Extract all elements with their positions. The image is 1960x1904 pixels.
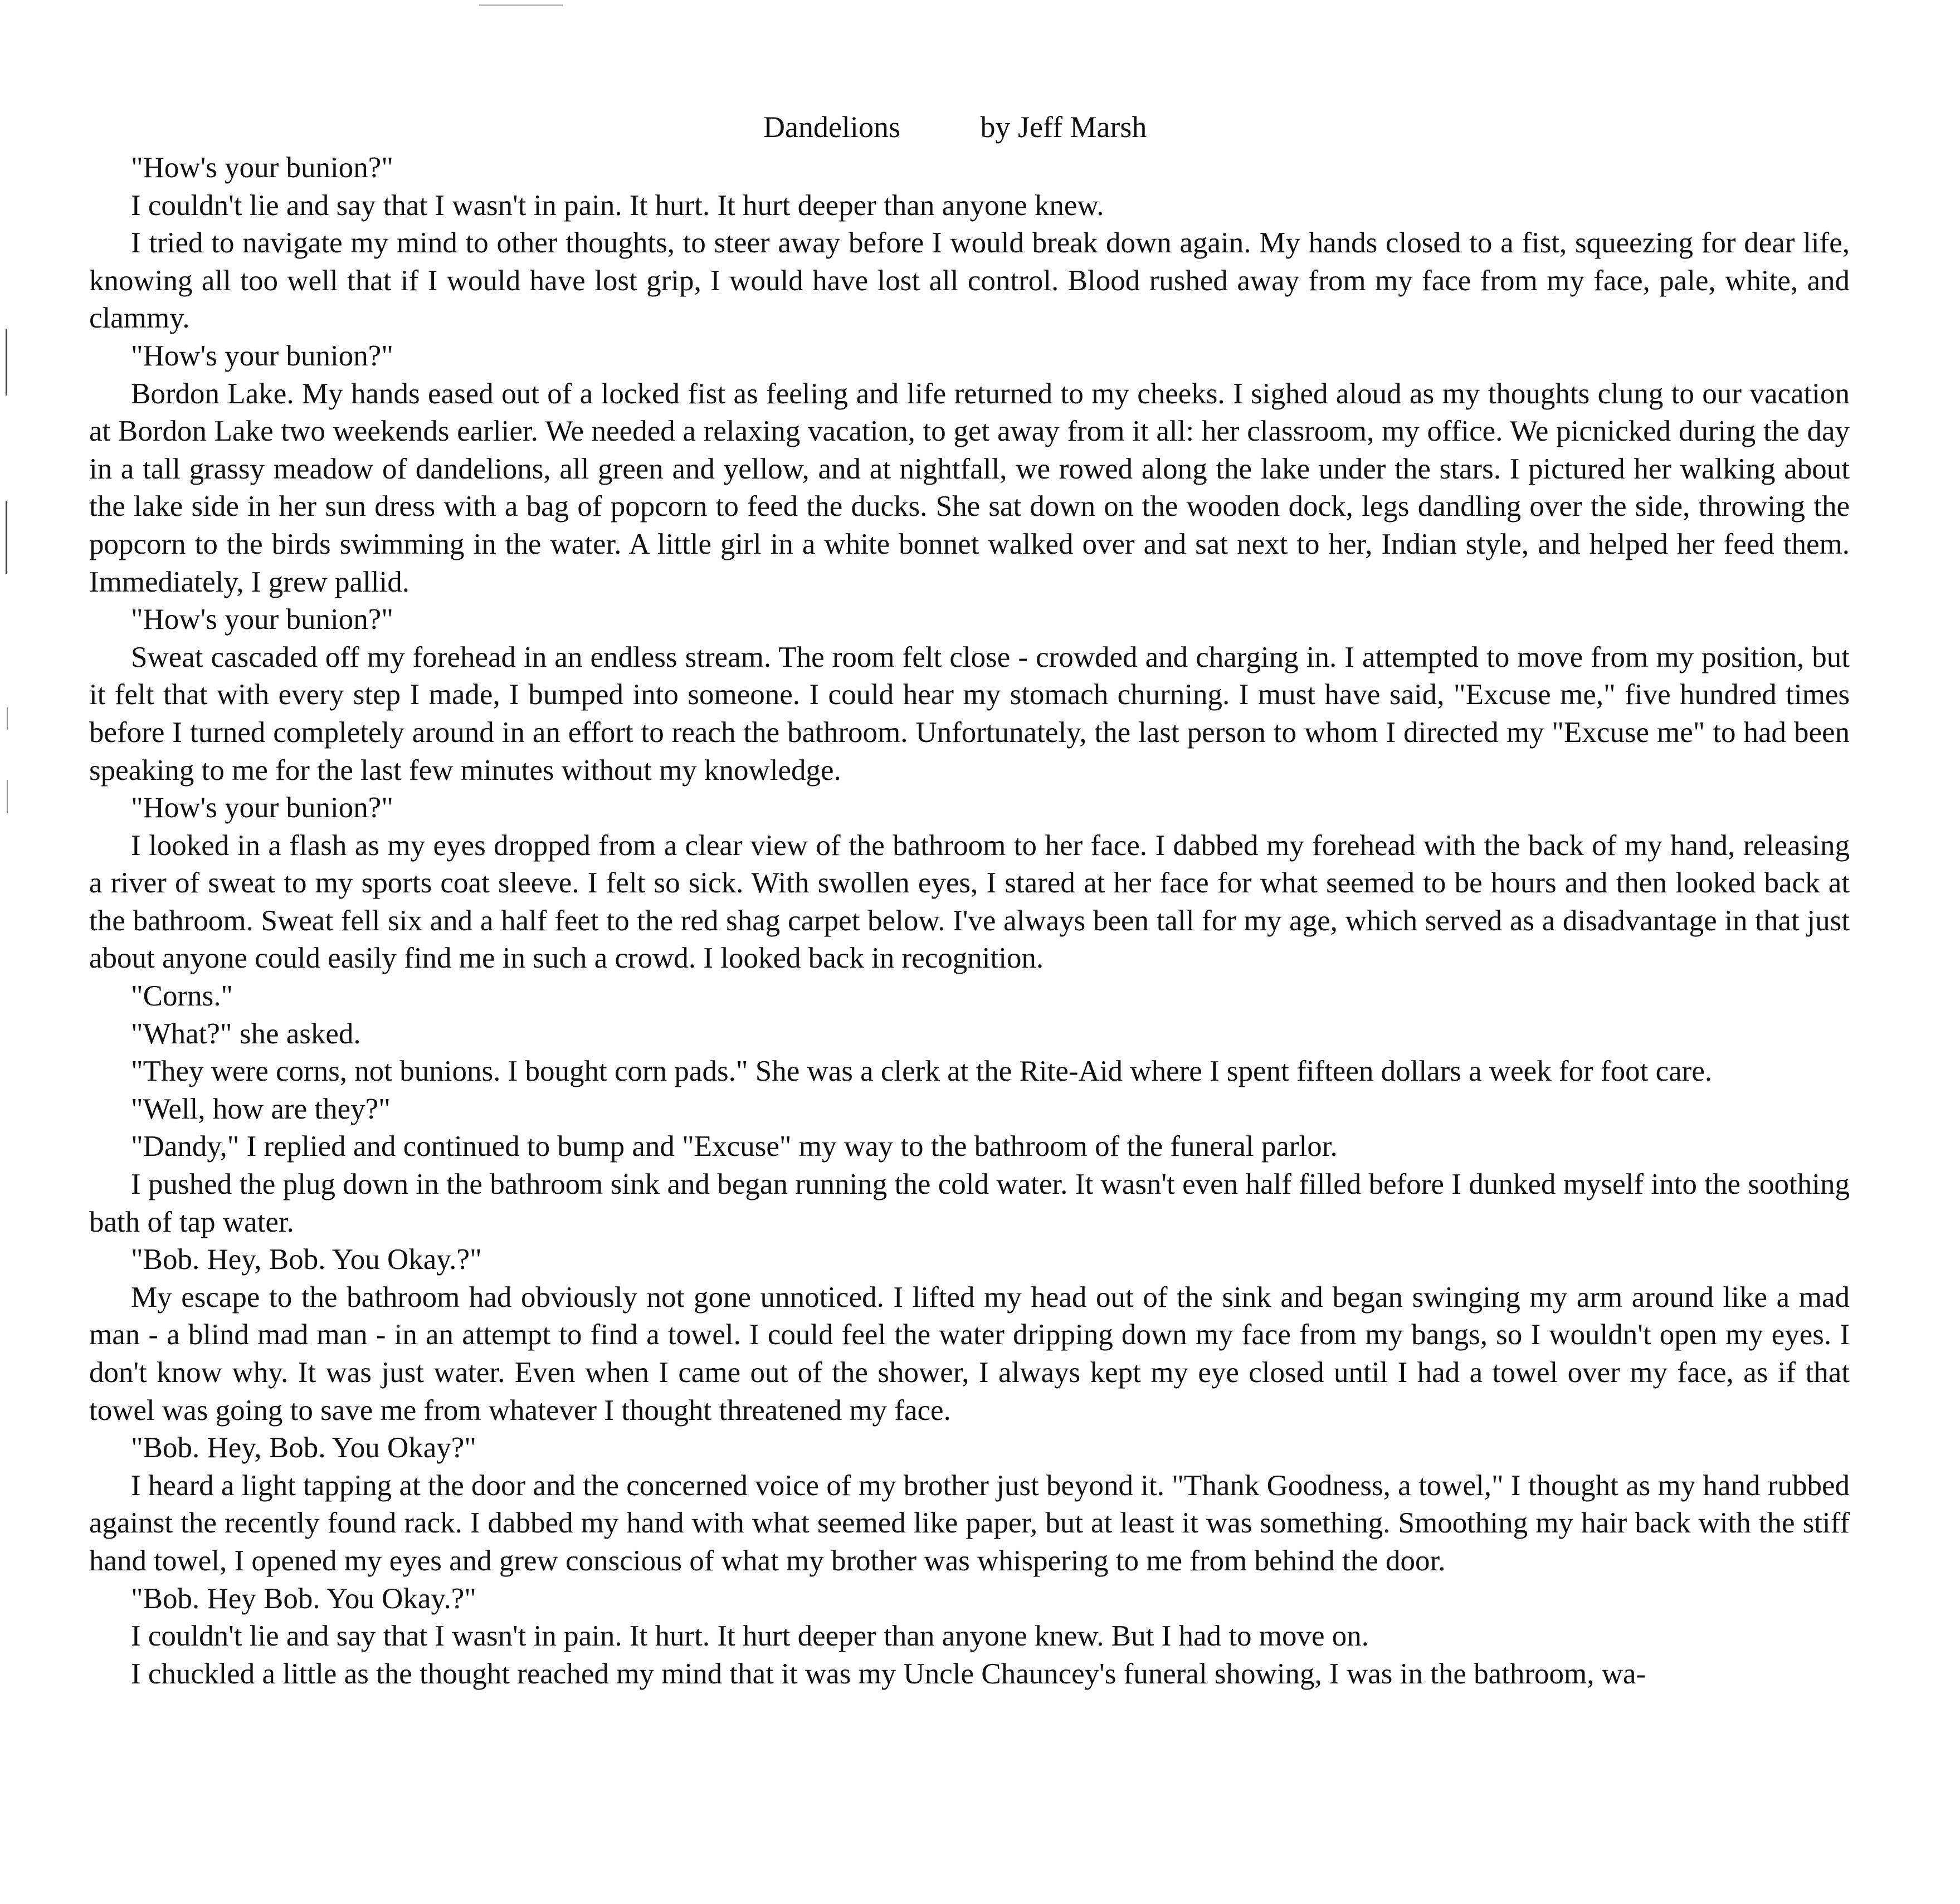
paragraph-6: "How's your bunion?" (131, 603, 393, 636)
paragraph-13: "Well, how are they?" (131, 1092, 391, 1125)
paragraph-21: I couldn't lie and say that I wasn't in pain. It hurt. It hurt deeper than anyone knew. But I had to move on. (131, 1620, 1369, 1653)
paragraph-3: I tried to navigate my mind to other thoughts, to steer away before I would break down again. My hands closed to a fist, squeezing for dear life, knowing all too well that if I would have lost grip, I would have lost all control. Blood rushed away from my face from my face, pale, white, and clammy. (89, 227, 1850, 335)
paragraph-9: I looked in a flash as my eyes dropped from a clear view of the bathroom to her face. I dabbed my forehead with the back of my hand, releasing a river of sweat to my sports coat sleeve. I felt so sick. With swollen eyes, I stared at her face for what seemed to be hours and then looked back at the bathroom. Sweat fell six and a half feet to the red shag carpet below. I've always been tall for my age, which served as a disadvantage in that just about anyone could easily find me in such a crowd. I looked back in recognition. (89, 829, 1850, 975)
paragraph-22: I chuckled a little as the thought reached my mind that it was my Uncle Chauncey's funeral showing, I was in the bathroom, wa- (131, 1657, 1646, 1690)
paragraph-5: Bordon Lake. My hands eased out of a locked fist as feeling and life returned to my cheeks. I sighed aloud as my thoughts clung to our vacation at Bordon Lake two weekends earlier. We needed a relaxing vacation, to get away from it all: her classroom, my office. We picnicked during the day in a tall grassy meadow of dandelions, all green and yellow, and at nightfall, we rowed along the lake under the stars. I pictured her walking about the lake side in her sun dress with a bag of popcorn to feed the ducks. She sat down on the wooden dock, legs dandling over the side, throwing the popcorn to the birds swimming in the water. A little girl in a white bonnet walked over and sat next to her, Indian style, and helped her feed them. Immediately, I grew pallid. (89, 377, 1850, 598)
paragraph-14: "Dandy," I replied and continued to bump and "Excuse" my way to the bathroom of the funeral parlor. (131, 1130, 1338, 1163)
paragraph-8: "How's your bunion?" (131, 792, 393, 824)
scan-artifact-left-4 (7, 780, 8, 813)
paragraph-18: "Bob. Hey, Bob. You Okay?" (131, 1432, 476, 1464)
scan-artifact-left-2 (6, 501, 7, 574)
paragraph-7: Sweat cascaded off my forehead in an endless stream. The room felt close - crowded and charging in. I attempted to move from my position, but it felt that with every step I made, I bumped into someone. I could hear my stomach churning. I must have said, "Excuse me," five hundred times before I turned completely around in an effort to reach the bathroom. Unfortunately, the last person to whom I directed my "Excuse me" to had been speaking to me for the last few minutes without my knowledge. (89, 641, 1850, 787)
paragraph-17: My escape to the bathroom had obviously not gone unnoticed. I lifted my head out of the sink and began swinging my arm around like a mad man - a blind mad man - in an attempt to find a towel. I could feel the water dripping down my face from my bangs, so I wouldn't open my eyes. I don't know why. It was just water. Even when I came out of the shower, I always kept my eye closed until I had a towel over my face, as if that towel was going to save me from whatever I thought threatened my face. (89, 1281, 1850, 1427)
document-header (763, 107, 1147, 147)
paragraph-16: "Bob. Hey, Bob. You Okay.?" (131, 1243, 482, 1276)
paragraph-10: "Corns." (131, 980, 233, 1013)
scan-artifact-left-3 (7, 707, 8, 730)
paragraph-12: "They were corns, not bunions. I bought corn pads." She was a clerk at the Rite-Aid where I spent fifteen dollars a week for foot care. (131, 1055, 1713, 1088)
paragraph-11: "What?" she asked. (131, 1017, 361, 1050)
paragraph-19: I heard a light tapping at the door and the concerned voice of my brother just beyond it. "Thank Goodness, a towel," I thought as my hand rubbed against the recently found rack. I dabbed my hand with what seemed like paper, but at least it was something. Smoothing my hair back with the stiff hand towel, I opened my eyes and grew conscious of what my brother was whispering to me from behind the door. (89, 1469, 1850, 1577)
document-body (89, 149, 1850, 1693)
paragraph-2: I couldn't lie and say that I wasn't in pain. It hurt. It hurt deeper than anyone knew. (131, 189, 1104, 222)
paragraph-4: "How's your bunion?" (131, 339, 393, 372)
paragraph-15: I pushed the plug down in the bathroom sink and began running the cold water. It wasn't even half filled before I dunked myself into the soothing bath of tap water. (89, 1168, 1850, 1238)
scan-artifact-left-1 (6, 329, 7, 396)
scan-artifact-top (479, 4, 563, 6)
paragraph-20: "Bob. Hey Bob. You Okay.?" (131, 1582, 476, 1615)
document-author: by Jeff Marsh (980, 110, 1147, 144)
document-title: Dandelions (763, 110, 900, 144)
paragraph-1: "How's your bunion?" (131, 152, 393, 184)
